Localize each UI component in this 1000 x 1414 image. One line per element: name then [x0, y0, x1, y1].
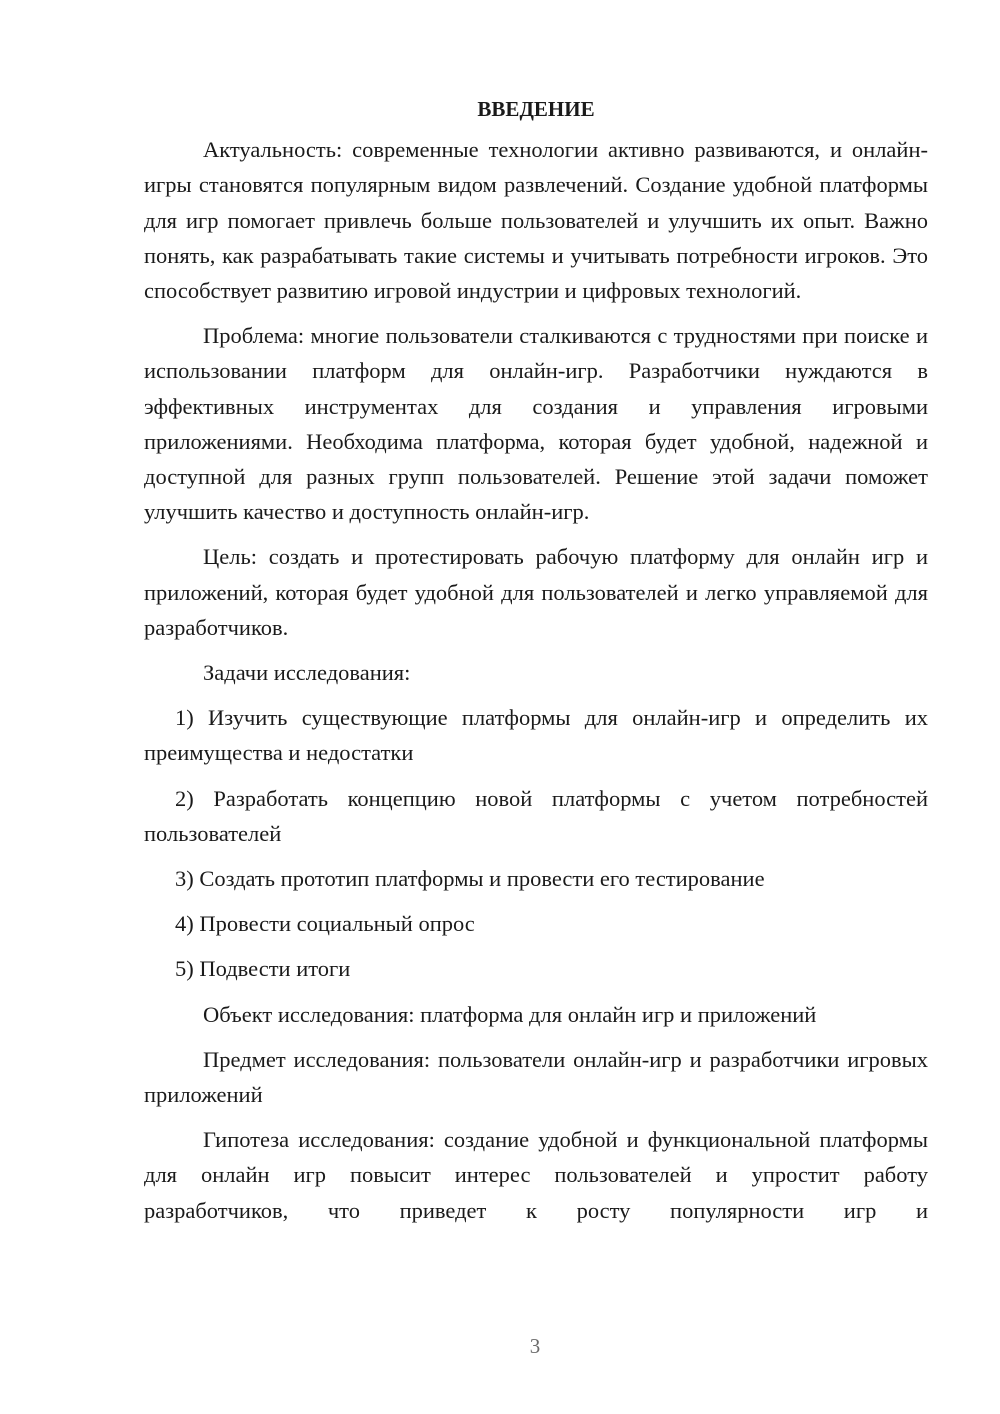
task-item-4: 4) Провести социальный опрос [175, 911, 475, 937]
object-paragraph: Объект исследования: платформа для онлайн игр и приложений [203, 1001, 817, 1027]
page-number: 3 [529, 1334, 541, 1358]
section-heading: ВВЕДЕНИЕ [477, 97, 595, 121]
task-item-2: 2) Разработать концепцию новой платформы с учетом потребностей пользователей [144, 785, 928, 846]
hypothesis-paragraph: Гипотеза исследования: создание удобной и функциональной платформы для онлайн игр повысит интерес пользователей и упростит работу разработчиков, что приведет к росту популярности игр и [144, 1127, 928, 1223]
problem-paragraph: Проблема: многие пользователи сталкиваются с трудностями при поиске и использовании платформ для онлайн-игр. Разработчики нуждаются в эффективных инструментах для создания и управления игровыми приложениями. Необходима платформа, которая будет удобной, надежной и доступной для разных групп пользователей. Решение этой задачи поможет улучшить качество и доступность онлайн-игр. [144, 323, 928, 525]
task-item-5: 5) Подвести итоги [175, 956, 351, 982]
document-page [144, 92, 928, 1238]
goal-paragraph: Цель: создать и протестировать рабочую платформу для онлайн игр и приложений, которая будет удобной для пользователей и легко управляемой для разработчиков. [144, 544, 928, 640]
task-item-3: 3) Создать прототип платформы и провести его тестирование [175, 866, 765, 892]
tasks-title: Задачи исследования: [203, 660, 411, 686]
subject-paragraph: Предмет исследования: пользователи онлайн-игр и разработчики игровых приложений [144, 1046, 928, 1108]
task-item-1: 1) Изучить существующие платформы для онлайн-игр и определить их преимущества и недостатки [144, 705, 928, 766]
relevance-paragraph: Актуальность: современные технологии активно развиваются, и онлайн-игры становятся популярным видом развлечений. Создание удобной платформы для игр помогает привлечь больше пользователей и улучшить их опыт. Важно понять, как разрабатывать такие системы и учитывать потребности игроков. Это способствует развитию игровой индустрии и цифровых технологий. [144, 137, 928, 304]
